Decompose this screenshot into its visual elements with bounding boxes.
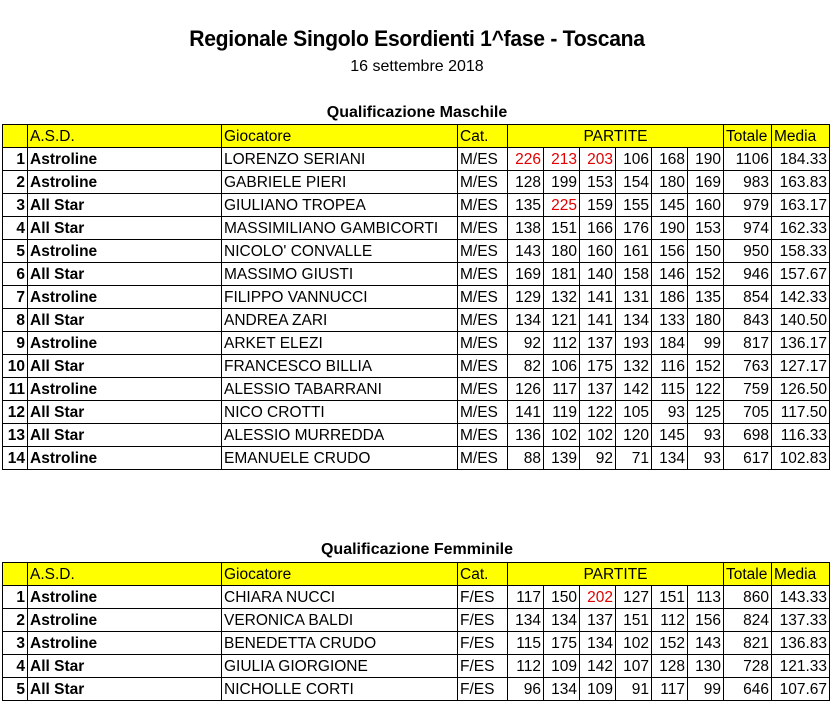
game-score-cell: 117 [652, 678, 688, 701]
header-club: A.S.D. [28, 563, 222, 586]
average-cell: 137.33 [772, 609, 830, 632]
game-score-cell: 93 [688, 424, 724, 447]
average-cell: 163.17 [772, 194, 830, 217]
female-results-table [2, 562, 830, 701]
club-cell: All Star [28, 401, 222, 424]
game-score-cell: 151 [652, 586, 688, 609]
game-score-cell: 137 [580, 332, 616, 355]
game-score-cell: 199 [544, 171, 580, 194]
table-row [3, 678, 830, 701]
female-section-title: Qualificazione Femminile [320, 541, 514, 558]
header-player: Giocatore [222, 563, 458, 586]
game-score-cell: 160 [688, 194, 724, 217]
category-cell: F/ES [458, 678, 508, 701]
game-score-cell: 128 [652, 655, 688, 678]
game-score-cell: 156 [652, 240, 688, 263]
game-score-cell: 115 [652, 378, 688, 401]
player-cell: GABRIELE PIERI [222, 171, 458, 194]
game-score-cell: 116 [652, 355, 688, 378]
category-cell: F/ES [458, 632, 508, 655]
table-row [3, 286, 830, 309]
table-row [3, 378, 830, 401]
game-score-cell: 152 [652, 632, 688, 655]
game-score-cell: 203 [580, 148, 616, 171]
player-cell: LORENZO SERIANI [222, 148, 458, 171]
rank-cell: 14 [3, 447, 28, 470]
game-score-cell: 122 [580, 401, 616, 424]
game-score-cell: 122 [688, 378, 724, 401]
header-row [3, 125, 830, 148]
game-score-cell: 120 [616, 424, 652, 447]
category-cell: F/ES [458, 609, 508, 632]
female-table-body [3, 563, 830, 701]
player-cell: ALESSIO TABARRANI [222, 378, 458, 401]
game-score-cell: 158 [616, 263, 652, 286]
game-score-cell: 175 [544, 632, 580, 655]
game-score-cell: 166 [580, 217, 616, 240]
header-club: A.S.D. [28, 125, 222, 148]
category-cell: F/ES [458, 655, 508, 678]
game-score-cell: 141 [580, 286, 616, 309]
total-cell: 854 [724, 286, 772, 309]
total-cell: 821 [724, 632, 772, 655]
average-cell: 136.17 [772, 332, 830, 355]
game-score-cell: 93 [652, 401, 688, 424]
game-score-cell: 193 [616, 332, 652, 355]
game-score-cell: 112 [652, 609, 688, 632]
game-score-cell: 180 [544, 240, 580, 263]
game-score-cell: 106 [544, 355, 580, 378]
player-cell: FRANCESCO BILLIA [222, 355, 458, 378]
game-score-cell: 96 [508, 678, 544, 701]
category-cell: F/ES [458, 586, 508, 609]
club-cell: All Star [28, 263, 222, 286]
game-score-cell: 153 [688, 217, 724, 240]
header-row [3, 563, 830, 586]
club-cell: All Star [28, 194, 222, 217]
game-score-cell: 138 [508, 217, 544, 240]
total-cell: 979 [724, 194, 772, 217]
game-score-cell: 141 [580, 309, 616, 332]
game-score-cell: 112 [508, 655, 544, 678]
game-score-cell: 176 [616, 217, 652, 240]
game-score-cell: 175 [580, 355, 616, 378]
total-cell: 974 [724, 217, 772, 240]
rank-cell: 12 [3, 401, 28, 424]
average-cell: 158.33 [772, 240, 830, 263]
game-score-cell: 180 [688, 309, 724, 332]
player-cell: NICOLO' CONVALLE [222, 240, 458, 263]
rank-cell: 10 [3, 355, 28, 378]
player-cell: EMANUELE CRUDO [222, 447, 458, 470]
total-cell: 646 [724, 678, 772, 701]
header-average: Media [772, 125, 830, 148]
total-cell: 817 [724, 332, 772, 355]
average-cell: 102.83 [772, 447, 830, 470]
category-cell: M/ES [458, 401, 508, 424]
player-cell: VERONICA BALDI [222, 609, 458, 632]
game-score-cell: 142 [580, 655, 616, 678]
rank-cell: 5 [3, 240, 28, 263]
game-score-cell: 132 [544, 286, 580, 309]
game-score-cell: 71 [616, 447, 652, 470]
game-score-cell: 145 [652, 194, 688, 217]
header-category: Cat. [458, 563, 508, 586]
game-score-cell: 202 [580, 586, 616, 609]
game-score-cell: 102 [580, 424, 616, 447]
event-date: 16 settembre 2018 [350, 58, 484, 75]
header-games: PARTITE [508, 125, 724, 148]
average-cell: 107.67 [772, 678, 830, 701]
table-row [3, 217, 830, 240]
rank-cell: 3 [3, 632, 28, 655]
average-cell: 184.33 [772, 148, 830, 171]
game-score-cell: 107 [616, 655, 652, 678]
category-cell: M/ES [458, 424, 508, 447]
game-score-cell: 145 [652, 424, 688, 447]
average-cell: 117.50 [772, 401, 830, 424]
total-cell: 759 [724, 378, 772, 401]
category-cell: M/ES [458, 286, 508, 309]
table-row [3, 309, 830, 332]
game-score-cell: 159 [580, 194, 616, 217]
page-title: Regionale Singolo Esordienti 1^fase - Toscana [189, 26, 645, 51]
game-score-cell: 82 [508, 355, 544, 378]
game-score-cell: 168 [652, 148, 688, 171]
average-cell: 157.67 [772, 263, 830, 286]
game-score-cell: 109 [580, 678, 616, 701]
game-score-cell: 112 [544, 332, 580, 355]
table-row [3, 263, 830, 286]
total-cell: 824 [724, 609, 772, 632]
total-cell: 983 [724, 171, 772, 194]
game-score-cell: 141 [508, 401, 544, 424]
total-cell: 950 [724, 240, 772, 263]
game-score-cell: 115 [508, 632, 544, 655]
game-score-cell: 160 [580, 240, 616, 263]
game-score-cell: 134 [544, 678, 580, 701]
club-cell: All Star [28, 655, 222, 678]
game-score-cell: 154 [616, 171, 652, 194]
male-section-title: Qualificazione Maschile [326, 104, 508, 121]
table-row [3, 148, 830, 171]
game-score-cell: 92 [580, 447, 616, 470]
table-row [3, 332, 830, 355]
game-score-cell: 213 [544, 148, 580, 171]
game-score-cell: 129 [508, 286, 544, 309]
game-score-cell: 92 [508, 332, 544, 355]
total-cell: 617 [724, 447, 772, 470]
game-score-cell: 140 [580, 263, 616, 286]
table-row [3, 632, 830, 655]
game-score-cell: 142 [616, 378, 652, 401]
category-cell: M/ES [458, 378, 508, 401]
club-cell: Astroline [28, 286, 222, 309]
rank-cell: 4 [3, 217, 28, 240]
game-score-cell: 146 [652, 263, 688, 286]
category-cell: M/ES [458, 194, 508, 217]
game-score-cell: 134 [508, 609, 544, 632]
game-score-cell: 190 [652, 217, 688, 240]
game-score-cell: 128 [508, 171, 544, 194]
total-cell: 728 [724, 655, 772, 678]
game-score-cell: 134 [544, 609, 580, 632]
table-row [3, 240, 830, 263]
header-player: Giocatore [222, 125, 458, 148]
game-score-cell: 130 [688, 655, 724, 678]
average-cell: 127.17 [772, 355, 830, 378]
game-score-cell: 152 [688, 263, 724, 286]
rank-cell: 11 [3, 378, 28, 401]
club-cell: Astroline [28, 586, 222, 609]
total-cell: 1106 [724, 148, 772, 171]
table-row [3, 355, 830, 378]
game-score-cell: 126 [508, 378, 544, 401]
game-score-cell: 155 [616, 194, 652, 217]
rank-cell: 2 [3, 609, 28, 632]
club-cell: Astroline [28, 332, 222, 355]
rank-cell: 3 [3, 194, 28, 217]
category-cell: M/ES [458, 355, 508, 378]
average-cell: 163.83 [772, 171, 830, 194]
player-cell: FILIPPO VANNUCCI [222, 286, 458, 309]
game-score-cell: 143 [688, 632, 724, 655]
table-row [3, 655, 830, 678]
player-cell: GIULIA GIORGIONE [222, 655, 458, 678]
game-score-cell: 156 [688, 609, 724, 632]
total-cell: 698 [724, 424, 772, 447]
category-cell: M/ES [458, 447, 508, 470]
rank-cell: 1 [3, 586, 28, 609]
club-cell: Astroline [28, 609, 222, 632]
game-score-cell: 137 [580, 609, 616, 632]
club-cell: All Star [28, 217, 222, 240]
game-score-cell: 181 [544, 263, 580, 286]
player-cell: BENEDETTA CRUDO [222, 632, 458, 655]
game-score-cell: 109 [544, 655, 580, 678]
rank-cell: 1 [3, 148, 28, 171]
average-cell: 142.33 [772, 286, 830, 309]
game-score-cell: 184 [652, 332, 688, 355]
game-score-cell: 132 [616, 355, 652, 378]
player-cell: CHIARA NUCCI [222, 586, 458, 609]
average-cell: 121.33 [772, 655, 830, 678]
game-score-cell: 125 [688, 401, 724, 424]
game-score-cell: 99 [688, 678, 724, 701]
game-score-cell: 139 [544, 447, 580, 470]
category-cell: M/ES [458, 332, 508, 355]
rank-cell: 5 [3, 678, 28, 701]
rank-cell: 7 [3, 286, 28, 309]
total-cell: 946 [724, 263, 772, 286]
game-score-cell: 119 [544, 401, 580, 424]
game-score-cell: 93 [688, 447, 724, 470]
table-row [3, 447, 830, 470]
game-score-cell: 99 [688, 332, 724, 355]
game-score-cell: 169 [688, 171, 724, 194]
game-score-cell: 186 [652, 286, 688, 309]
game-score-cell: 136 [508, 424, 544, 447]
game-score-cell: 131 [616, 286, 652, 309]
table-row [3, 194, 830, 217]
game-score-cell: 143 [508, 240, 544, 263]
game-score-cell: 169 [508, 263, 544, 286]
total-cell: 763 [724, 355, 772, 378]
total-cell: 843 [724, 309, 772, 332]
total-cell: 705 [724, 401, 772, 424]
game-score-cell: 135 [688, 286, 724, 309]
rank-cell: 6 [3, 263, 28, 286]
game-score-cell: 134 [508, 309, 544, 332]
rank-cell: 2 [3, 171, 28, 194]
player-cell: ANDREA ZARI [222, 309, 458, 332]
rank-cell: 9 [3, 332, 28, 355]
game-score-cell: 190 [688, 148, 724, 171]
player-cell: MASSIMO GIUSTI [222, 263, 458, 286]
table-row [3, 401, 830, 424]
game-score-cell: 91 [616, 678, 652, 701]
player-cell: NICO CROTTI [222, 401, 458, 424]
header-total: Totale [724, 125, 772, 148]
game-score-cell: 226 [508, 148, 544, 171]
header-average: Media [772, 563, 830, 586]
rank-cell: 13 [3, 424, 28, 447]
club-cell: All Star [28, 309, 222, 332]
average-cell: 136.83 [772, 632, 830, 655]
game-score-cell: 135 [508, 194, 544, 217]
table-row [3, 171, 830, 194]
category-cell: M/ES [458, 240, 508, 263]
game-score-cell: 150 [688, 240, 724, 263]
average-cell: 126.50 [772, 378, 830, 401]
player-cell: ALESSIO MURREDDA [222, 424, 458, 447]
game-score-cell: 121 [544, 309, 580, 332]
table-row [3, 424, 830, 447]
game-score-cell: 134 [580, 632, 616, 655]
player-cell: ARKET ELEZI [222, 332, 458, 355]
game-score-cell: 134 [616, 309, 652, 332]
rank-cell: 8 [3, 309, 28, 332]
club-cell: All Star [28, 424, 222, 447]
header-category: Cat. [458, 125, 508, 148]
game-score-cell: 151 [616, 609, 652, 632]
header-total: Totale [724, 563, 772, 586]
club-cell: Astroline [28, 171, 222, 194]
game-score-cell: 161 [616, 240, 652, 263]
club-cell: Astroline [28, 240, 222, 263]
club-cell: All Star [28, 678, 222, 701]
male-table-body [3, 125, 830, 470]
average-cell: 143.33 [772, 586, 830, 609]
game-score-cell: 133 [652, 309, 688, 332]
game-score-cell: 150 [544, 586, 580, 609]
club-cell: Astroline [28, 447, 222, 470]
club-cell: All Star [28, 355, 222, 378]
game-score-cell: 134 [652, 447, 688, 470]
game-score-cell: 102 [544, 424, 580, 447]
game-score-cell: 152 [688, 355, 724, 378]
game-score-cell: 113 [688, 586, 724, 609]
category-cell: M/ES [458, 263, 508, 286]
game-score-cell: 106 [616, 148, 652, 171]
club-cell: Astroline [28, 378, 222, 401]
category-cell: M/ES [458, 148, 508, 171]
header-rank [3, 125, 28, 148]
game-score-cell: 127 [616, 586, 652, 609]
game-score-cell: 117 [508, 586, 544, 609]
rank-cell: 4 [3, 655, 28, 678]
category-cell: M/ES [458, 217, 508, 240]
male-results-table [2, 124, 830, 470]
game-score-cell: 105 [616, 401, 652, 424]
game-score-cell: 153 [580, 171, 616, 194]
average-cell: 162.33 [772, 217, 830, 240]
player-cell: MASSIMILIANO GAMBICORTI [222, 217, 458, 240]
game-score-cell: 117 [544, 378, 580, 401]
game-score-cell: 137 [580, 378, 616, 401]
game-score-cell: 88 [508, 447, 544, 470]
game-score-cell: 180 [652, 171, 688, 194]
average-cell: 116.33 [772, 424, 830, 447]
player-cell: NICHOLLE CORTI [222, 678, 458, 701]
table-row [3, 609, 830, 632]
header-games: PARTITE [508, 563, 724, 586]
table-row [3, 586, 830, 609]
club-cell: Astroline [28, 632, 222, 655]
total-cell: 860 [724, 586, 772, 609]
category-cell: M/ES [458, 171, 508, 194]
category-cell: M/ES [458, 309, 508, 332]
game-score-cell: 102 [616, 632, 652, 655]
player-cell: GIULIANO TROPEA [222, 194, 458, 217]
header-rank [3, 563, 28, 586]
game-score-cell: 151 [544, 217, 580, 240]
club-cell: Astroline [28, 148, 222, 171]
average-cell: 140.50 [772, 309, 830, 332]
game-score-cell: 225 [544, 194, 580, 217]
